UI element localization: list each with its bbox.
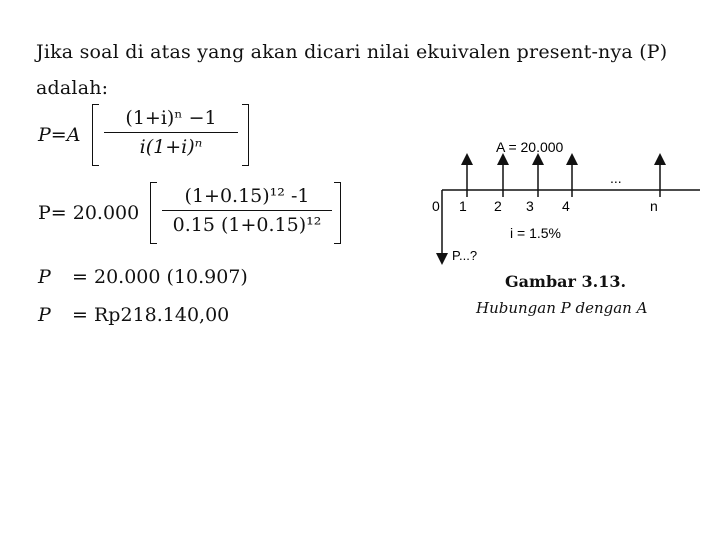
annuity-label: A = 20.000: [496, 139, 564, 155]
intro-line-2: adalah:: [36, 77, 109, 99]
cash-flow-diagram: [420, 135, 705, 270]
formula-general-fraction: [104, 104, 238, 161]
formula-substituted: [38, 180, 358, 246]
formula-substituted-fraction: [162, 182, 332, 239]
result-2-lhs: P: [38, 304, 51, 326]
bracket-right: [242, 104, 249, 166]
bracket-left: [150, 182, 157, 244]
period-label-1: 1: [459, 198, 467, 214]
bracket-right: [334, 182, 341, 244]
formula-substituted-numerator: (1+0.15)¹² -1: [184, 185, 310, 207]
result-2-rhs: = Rp218.140,00: [72, 304, 230, 326]
interest-rate-label: i = 1.5%: [510, 225, 561, 241]
intro-line-1: Jika soal di atas yang akan dicari nilai ekuivalen present-nya (P): [36, 41, 668, 63]
period-label-4: 4: [562, 198, 570, 214]
figure-caption-title: Gambar 3.13.: [505, 272, 627, 291]
result-1-lhs: P: [38, 266, 51, 288]
formula-substituted-lhs: P= 20.000: [38, 202, 140, 224]
result-line-1: [38, 266, 248, 288]
period-label-2: 2: [494, 198, 502, 214]
period-label-n: n: [650, 198, 658, 214]
intro-paragraph: [36, 34, 686, 106]
result-1-rhs: = 20.000 (10.907): [72, 266, 248, 288]
formula-general: [38, 104, 238, 168]
formula-general-lhs: P=A: [38, 124, 81, 146]
result-line-2: [38, 304, 229, 326]
formula-substituted-denominator: 0.15 (1+0.15)¹²: [172, 214, 322, 236]
period-label-0: 0: [432, 198, 440, 214]
bracket-left: [92, 104, 99, 166]
formula-general-numerator: (1+i)ⁿ −1: [125, 107, 217, 129]
period-label-3: 3: [526, 198, 534, 214]
ellipsis-label: ...: [610, 170, 622, 186]
present-value-label: P...?: [452, 248, 478, 263]
formula-general-denominator: i(1+i)ⁿ: [139, 136, 203, 158]
figure-caption-subtitle: Hubungan P dengan A: [476, 299, 648, 317]
